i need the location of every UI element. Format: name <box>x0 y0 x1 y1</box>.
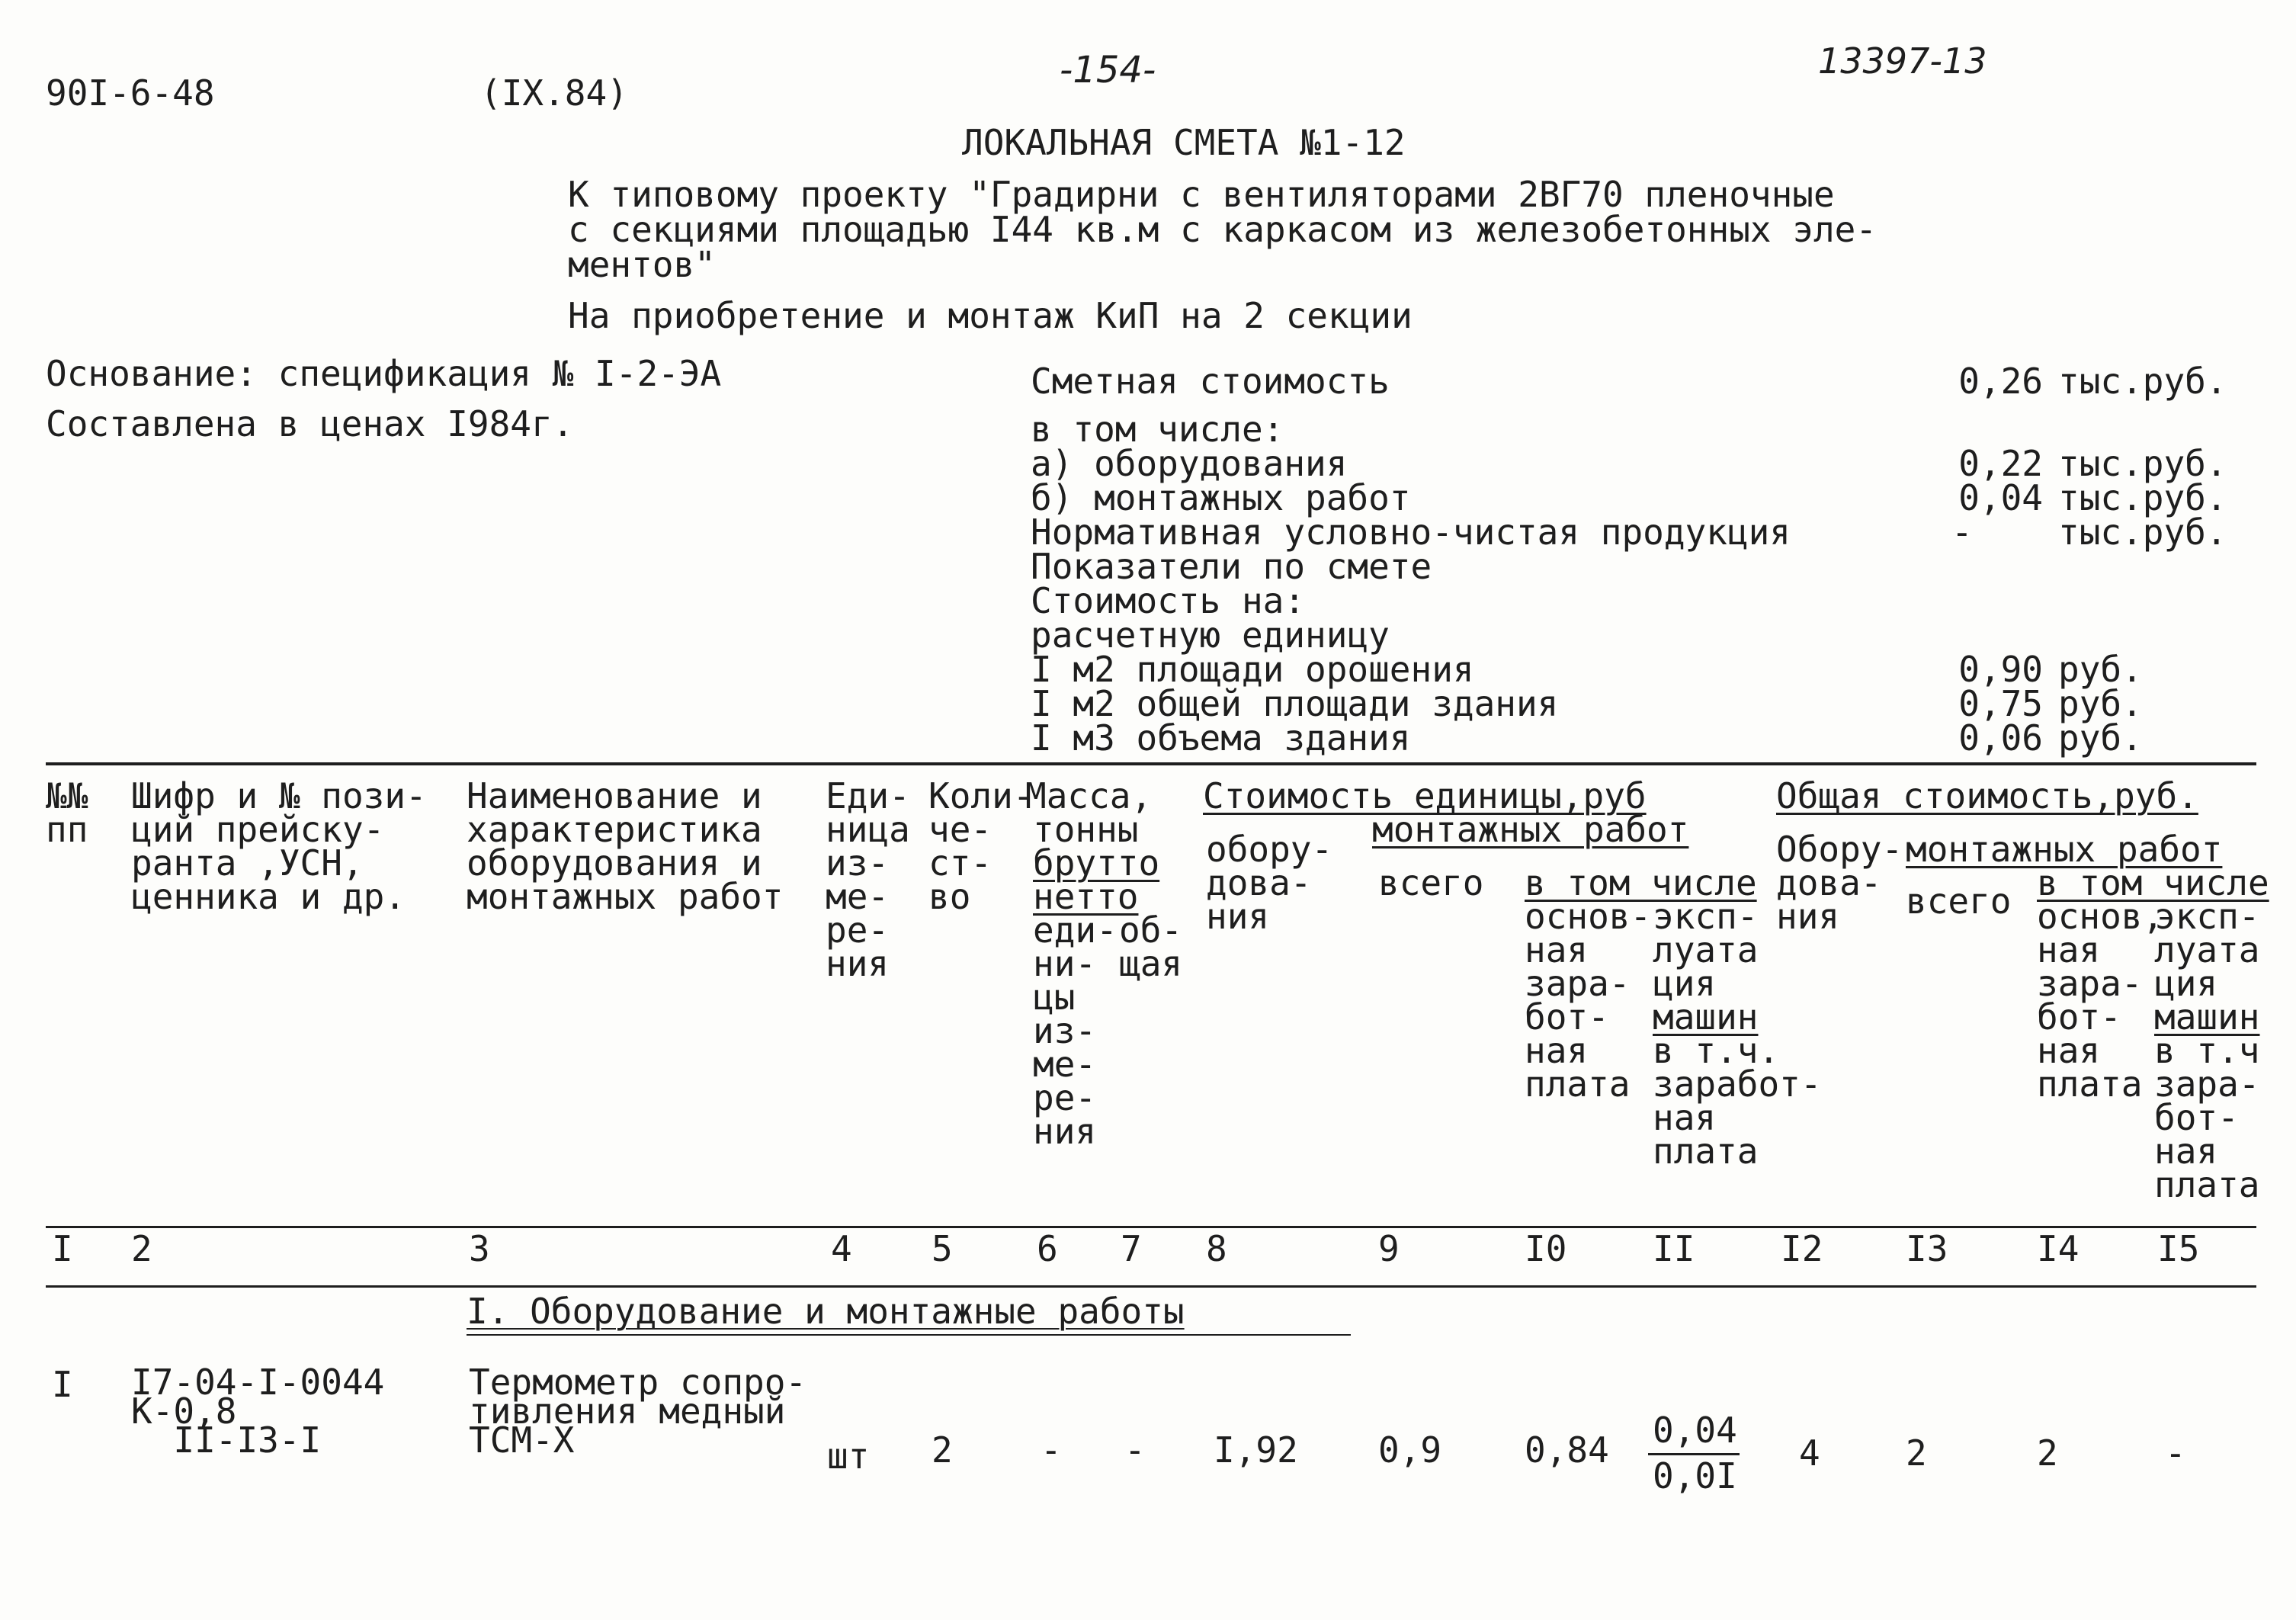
col-header-unit-mount-total: всего <box>1378 862 1484 903</box>
section-underline <box>467 1334 1351 1336</box>
col-header-number: №№ пп <box>46 775 88 850</box>
row-machines-wage: 0,0I <box>1653 1455 1737 1496</box>
col-header-unit-equipment: обору- дова- ния <box>1206 829 1333 937</box>
row-name: Термометр сопро- тивления медный ТСМ-Х <box>469 1362 807 1461</box>
row-mass-unit: - <box>1041 1429 1062 1471</box>
row-total-machines: - <box>2165 1432 2186 1474</box>
edition-date: (IX.84) <box>480 72 628 114</box>
col-header-total-machines-wage: в т.ч зара- бот- ная плата <box>2154 1030 2260 1205</box>
col-header-unit-cost: Стоимость единицы,руб <box>1203 775 1647 816</box>
summary-unit: руб. <box>2058 717 2143 759</box>
row-code: I7-04-I-0044 К-0,8 II-I3-I <box>131 1362 385 1461</box>
summary-unit: руб. <box>2058 649 2143 690</box>
column-number: I2 <box>1781 1228 1823 1269</box>
column-number: 3 <box>469 1228 490 1269</box>
row-mounting-total: 0,9 <box>1378 1429 1442 1471</box>
row-total-equipment: 4 <box>1799 1432 1820 1474</box>
column-number: II <box>1653 1228 1695 1269</box>
column-number: I3 <box>1906 1228 1948 1269</box>
project-description <box>568 174 1878 285</box>
summary-value <box>1921 412 2043 447</box>
summary-unit: руб. <box>2058 683 2143 724</box>
col-header-unit-mounting: монтажных работ <box>1372 809 1689 850</box>
row-equipment-cost: I,92 <box>1214 1429 1298 1471</box>
column-number: 4 <box>831 1228 852 1269</box>
project-line-3: ментов" <box>568 244 716 285</box>
col-header-name: Наименование и характеристика оборудования и монтажных работ <box>467 775 784 917</box>
page-title: ЛОКАЛЬНАЯ СМЕТА №1-12 <box>962 122 1406 163</box>
col-header-code: Шифр и № пози- ций прейску- ранта ,УСН, ценника и др. <box>131 775 427 917</box>
row-unit: шт <box>827 1436 870 1477</box>
column-number: 2 <box>131 1228 152 1269</box>
document-number: 13397-13 <box>1818 40 1987 82</box>
col-header-mass-brutto: брутто <box>1033 842 1160 884</box>
summary-value: 0,04 <box>1958 477 2043 518</box>
basis-prices: Составлена в ценах I984г. <box>46 403 574 444</box>
col-header-unit: Еди- ница из- ме- ре- ния <box>826 775 910 984</box>
section-heading <box>467 1291 1185 1332</box>
summary-unit: тыс.руб. <box>2058 361 2227 402</box>
basis-specification: Основание: спецификация № I-2-ЭА <box>46 353 722 394</box>
summary-label: Стоимость на: <box>1031 580 1306 621</box>
summary-unit <box>2058 412 2227 447</box>
col-header-mass: Масса, <box>1025 775 1153 816</box>
summary-value <box>1921 550 2043 584</box>
row-total-wage: 2 <box>2037 1432 2058 1474</box>
col-header-mass-total: об- щая <box>1119 909 1183 984</box>
row-number: I <box>52 1364 73 1405</box>
summary-unit: тыс.руб. <box>2058 477 2227 518</box>
summary-labels <box>1031 361 1791 759</box>
summary-label: расчетную единицу <box>1031 614 1390 656</box>
column-number: 5 <box>932 1228 953 1269</box>
numbers-bottom-rule <box>46 1285 2256 1288</box>
col-header-unit-machines-wage: в т.ч. заработ- ная плата <box>1653 1030 1822 1172</box>
summary-values <box>1921 361 2043 759</box>
row-mounting-wage: 0,84 <box>1525 1429 1609 1471</box>
col-header-total-wage: основ, ная зара- бот- ная плата <box>2037 896 2164 1105</box>
summary-units <box>2058 361 2227 759</box>
col-header-total-machines-b: машин <box>2154 996 2260 1038</box>
col-header-total-mount-total: всего <box>1906 881 2012 922</box>
row-machines-cost: 0,04 <box>1653 1410 1737 1451</box>
summary-unit: тыс.руб. <box>2058 512 2227 553</box>
col-header-total-equipment: Обору- дова- ния <box>1776 829 1903 937</box>
estimate-purpose: На приобретение и монтаж КиП на 2 секции <box>568 295 1413 336</box>
column-number: I5 <box>2157 1228 2200 1269</box>
col-header-unit-incl: в том числе <box>1525 862 1757 903</box>
summary-label: I м3 объема здания <box>1031 717 1411 759</box>
col-header-mass-unit: еди- ни- цы из- ме- ре- ния <box>1033 909 1118 1152</box>
summary-value: - <box>1951 512 1973 553</box>
summary-value <box>1921 618 2043 653</box>
summary-value: 0,22 <box>1958 443 2043 484</box>
col-header-mass-netto: нетто <box>1033 876 1139 917</box>
page-number: -154- <box>1060 49 1156 91</box>
summary-label: б) монтажных работ <box>1031 477 1411 518</box>
summary-label: I м2 площади орошения <box>1031 649 1474 690</box>
col-header-total-cost: Общая стоимость,руб. <box>1776 775 2198 816</box>
summary-label: Показатели по смете <box>1031 546 1432 587</box>
col-header-mass-sub: тонны <box>1033 809 1139 850</box>
col-header-unit-machines-b: машин <box>1653 996 1759 1038</box>
column-number: 6 <box>1037 1228 1058 1269</box>
summary-label: Сметная стоимость <box>1031 361 1390 402</box>
summary-value <box>1921 584 2043 618</box>
column-number: I <box>52 1228 73 1269</box>
summary-label: I м2 общей площади здания <box>1031 683 1559 724</box>
summary-unit <box>2058 550 2227 584</box>
summary-value: 0,26 <box>1958 361 2043 402</box>
summary-label: Нормативная условно-чистая продукция <box>1031 512 1791 553</box>
col-header-quantity: Коли- че- ст- во <box>928 775 1034 917</box>
section-title: I. Оборудование и монтажные работы <box>467 1291 1185 1332</box>
summary-value: 0,75 <box>1958 683 2043 724</box>
col-header-unit-wage: основ- ная зара- бот- ная плата <box>1525 896 1652 1105</box>
summary-unit: тыс.руб. <box>2058 443 2227 484</box>
col-header-unit-machines: эксп- луата ция <box>1653 896 1759 1004</box>
row-quantity: 2 <box>932 1429 953 1471</box>
row-mass-total: - <box>1124 1429 1146 1471</box>
column-number: I4 <box>2037 1228 2080 1269</box>
document-code: 90I-6-48 <box>46 72 215 114</box>
column-number: I0 <box>1525 1228 1567 1269</box>
summary-value: 0,06 <box>1958 717 2043 759</box>
table-top-rule <box>46 762 2256 765</box>
column-number: 9 <box>1378 1228 1400 1269</box>
col-header-total-incl: в том числе <box>2037 862 2269 903</box>
summary-label: а) оборудования <box>1031 443 1348 484</box>
summary-value: 0,90 <box>1958 649 2043 690</box>
summary-unit <box>2058 584 2227 618</box>
project-line-2: с секциями площадью I44 кв.м с каркасом из железобетонных эле- <box>568 209 1878 250</box>
col-header-total-machines: эксп- луата ция <box>2154 896 2260 1004</box>
column-number: 7 <box>1121 1228 1142 1269</box>
summary-unit <box>2058 618 2227 653</box>
summary-label: в том числе: <box>1031 409 1284 450</box>
column-number: 8 <box>1206 1228 1227 1269</box>
row-total-mounting: 2 <box>1906 1432 1927 1474</box>
col-header-total-mounting: монтажных работ <box>1906 829 2223 870</box>
project-line-1: К типовому проекту "Градирни с вентиляторами 2ВГ70 пленочные <box>568 174 1835 215</box>
